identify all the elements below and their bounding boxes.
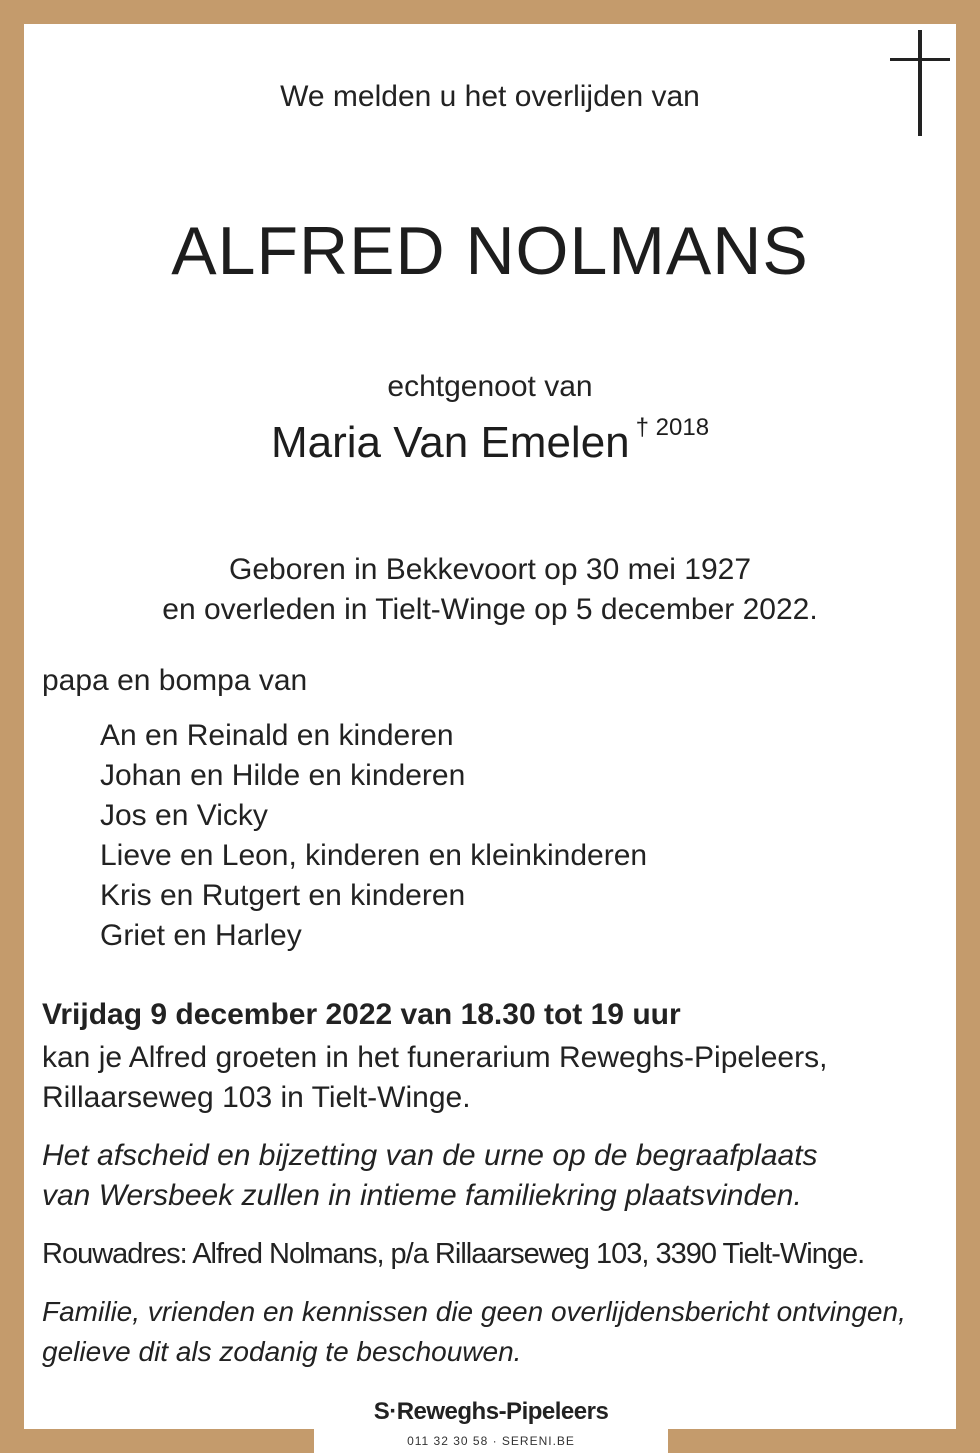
family-member: Griet en Harley — [100, 919, 302, 952]
visitation-line-2: Rillaarseweg 103 in Tielt-Winge. — [42, 1081, 471, 1114]
intro-text: We melden u het overlijden van — [280, 80, 700, 113]
notice-line-1: Familie, vrienden en kennissen die geen overlijdensbericht ontvingen, — [42, 1296, 906, 1327]
spouse-name: Maria Van Emelen — [270, 418, 630, 467]
born-line: Geboren in Bekkevoort op 30 mei 1927 — [229, 553, 751, 586]
family-member: Jos en Vicky — [100, 799, 268, 832]
visitation-text — [42, 1038, 827, 1118]
died-line: en overleden in Tielt-Winge op 5 december 2022. — [162, 593, 818, 626]
family-member: An en Reinald en kinderen — [100, 719, 454, 752]
spouse-death-year: † 2018 — [635, 414, 710, 441]
visitation-line-1: kan je Alfred groeten in het funerarium Reweghs-Pipeleers, — [42, 1041, 828, 1074]
family-member: Lieve en Leon, kinderen en kleinkinderen — [100, 839, 648, 872]
notice-text — [42, 1292, 906, 1372]
family-member: Kris en Rutgert en kinderen — [100, 879, 466, 912]
farewell-text — [42, 1136, 818, 1216]
deceased-name: ALFRED NOLMANS — [171, 213, 809, 289]
mourning-address: Rouwadres: Alfred Nolmans, p/a Rillaarseweg 103, 3390 Tielt-Winge. — [42, 1238, 865, 1270]
footer-contact: 011 32 30 58 · SERENI.BE — [407, 1434, 575, 1448]
spouse-line — [0, 414, 980, 468]
farewell-line-1: Het afscheid en bijzetting van de urne op de begraafplaats — [42, 1139, 818, 1172]
family-member: Johan en Hilde en kinderen — [100, 759, 466, 792]
brand-mark: S· — [373, 1398, 397, 1425]
farewell-line-2: van Wersbeek zullen in intieme familiekring plaatsvinden. — [42, 1179, 802, 1212]
spouse-label: echtgenoot van — [387, 370, 593, 403]
brand-name: Reweghs-Pipeleers — [396, 1398, 609, 1425]
funeral-home-logo — [314, 1398, 668, 1426]
family-label: papa en bompa van — [42, 664, 308, 697]
visitation-date: Vrijdag 9 december 2022 van 18.30 tot 19 uur — [42, 998, 681, 1031]
footer-panel — [314, 1390, 668, 1453]
notice-line-2: gelieve dit als zodanig te beschouwen. — [42, 1336, 522, 1367]
family-list — [100, 716, 647, 956]
birth-death-info — [0, 550, 980, 630]
